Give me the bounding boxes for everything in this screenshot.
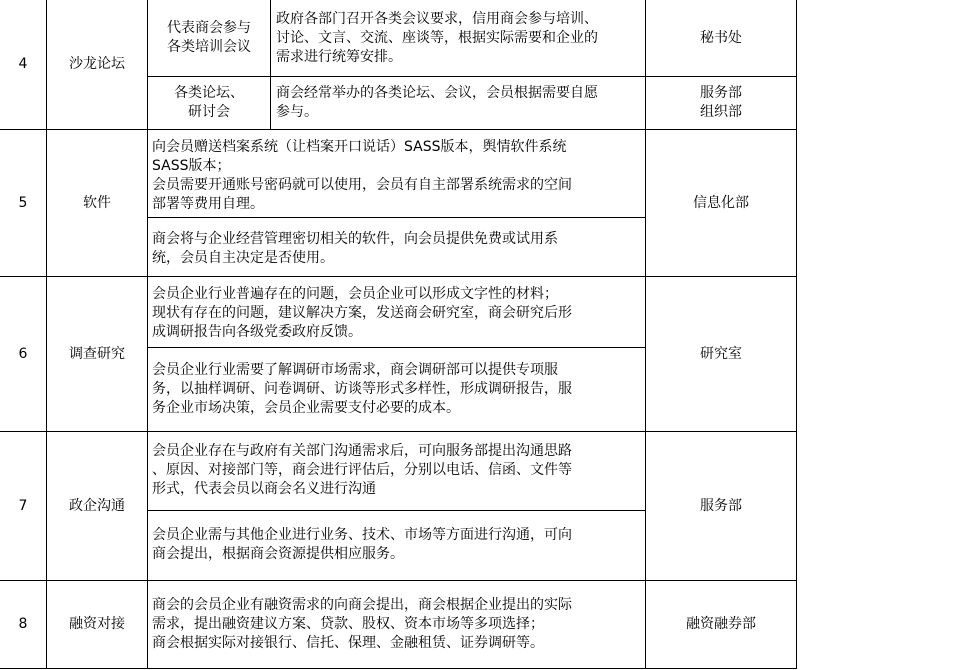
column-border xyxy=(796,0,797,669)
service-description: 商会将与企业经营管理密切相关的软件，向会员提供免费或试用系 统，会员自主决定是否使用。 xyxy=(152,231,558,266)
service-category: 软件 xyxy=(83,194,111,211)
service-description: 会员企业存在与政府有关部门沟通需求后，可向服务部提出沟通思路 、原因、对接部门等，商会进行评估后，分别以电话、信函、文件等 形式，代表会员以商会名义进行沟通 xyxy=(152,443,572,497)
service-category: 政企沟通 xyxy=(69,497,125,514)
row-border xyxy=(147,217,645,218)
service-description: 商会经常举办的各类论坛、会议，会员根据需要自愿 参与。 xyxy=(276,85,598,120)
column-border xyxy=(270,0,271,130)
department: 秘书处 xyxy=(700,29,742,46)
department: 研究室 xyxy=(700,345,742,362)
department: 服务部 组织部 xyxy=(700,85,742,120)
service-category: 沙龙论坛 xyxy=(69,56,125,72)
row-number: 6 xyxy=(18,345,28,362)
row-number: 4 xyxy=(18,56,28,72)
row-number: 7 xyxy=(18,497,28,514)
service-description: 会员企业行业普遍存在的问题，会员企业可以形成文字性的材料； 现状有存在的问题，建议解决方案，发送商会研究室，商会研究后形 成调研报告向各级党委政府反馈。 xyxy=(152,286,572,340)
service-description: 商会的会员企业有融资需求的向商会提出，商会根据企业提出的实际 需求，提出融资建议方案、贷款、股权、资本市场等多项选择； 商会根据实际对接银行、信托、保理、金融租赁、证券调研等。 xyxy=(152,597,572,651)
department: 服务部 xyxy=(700,497,742,514)
row-number: 5 xyxy=(18,194,28,211)
service-category: 融资对接 xyxy=(69,616,125,632)
row-border xyxy=(0,668,797,669)
service-category: 调查研究 xyxy=(69,345,125,362)
row-border xyxy=(147,347,645,348)
sub-item-name: 各类论坛、 研讨会 xyxy=(174,85,244,120)
service-description: 会员企业行业需要了解调研市场需求，商会调研部可以提供专项服 务，以抽样调研、问卷调研、访谈等形式多样性，形成调研报告，服 务企业市场决策，会员企业需要支付必要的成本。 xyxy=(152,362,572,416)
service-description: 向会员赠送档案系统（让档案开口说话）SASS版本，舆情软件系统 SASS版本； 会员需要开通账号密码就可以使用，会员有自主部署系统需求的空间 部署等费用自理。 xyxy=(152,139,572,212)
row-number: 8 xyxy=(18,616,28,632)
sub-item-name: 代表商会参与 各类培训会议 xyxy=(167,20,251,55)
row-border xyxy=(147,510,645,511)
department: 融资融券部 xyxy=(686,616,756,632)
service-description: 会员企业需与其他企业进行业务、技术、市场等方面进行沟通，可向 商会提出，根据商会资源提供相应服务。 xyxy=(152,527,572,562)
department: 信息化部 xyxy=(693,194,749,211)
service-description: 政府各部门召开各类会议要求，信用商会参与培训、 讨论、文言、交流、座谈等，根据实际需要和企业的 需求进行统筹安排。 xyxy=(276,11,598,65)
